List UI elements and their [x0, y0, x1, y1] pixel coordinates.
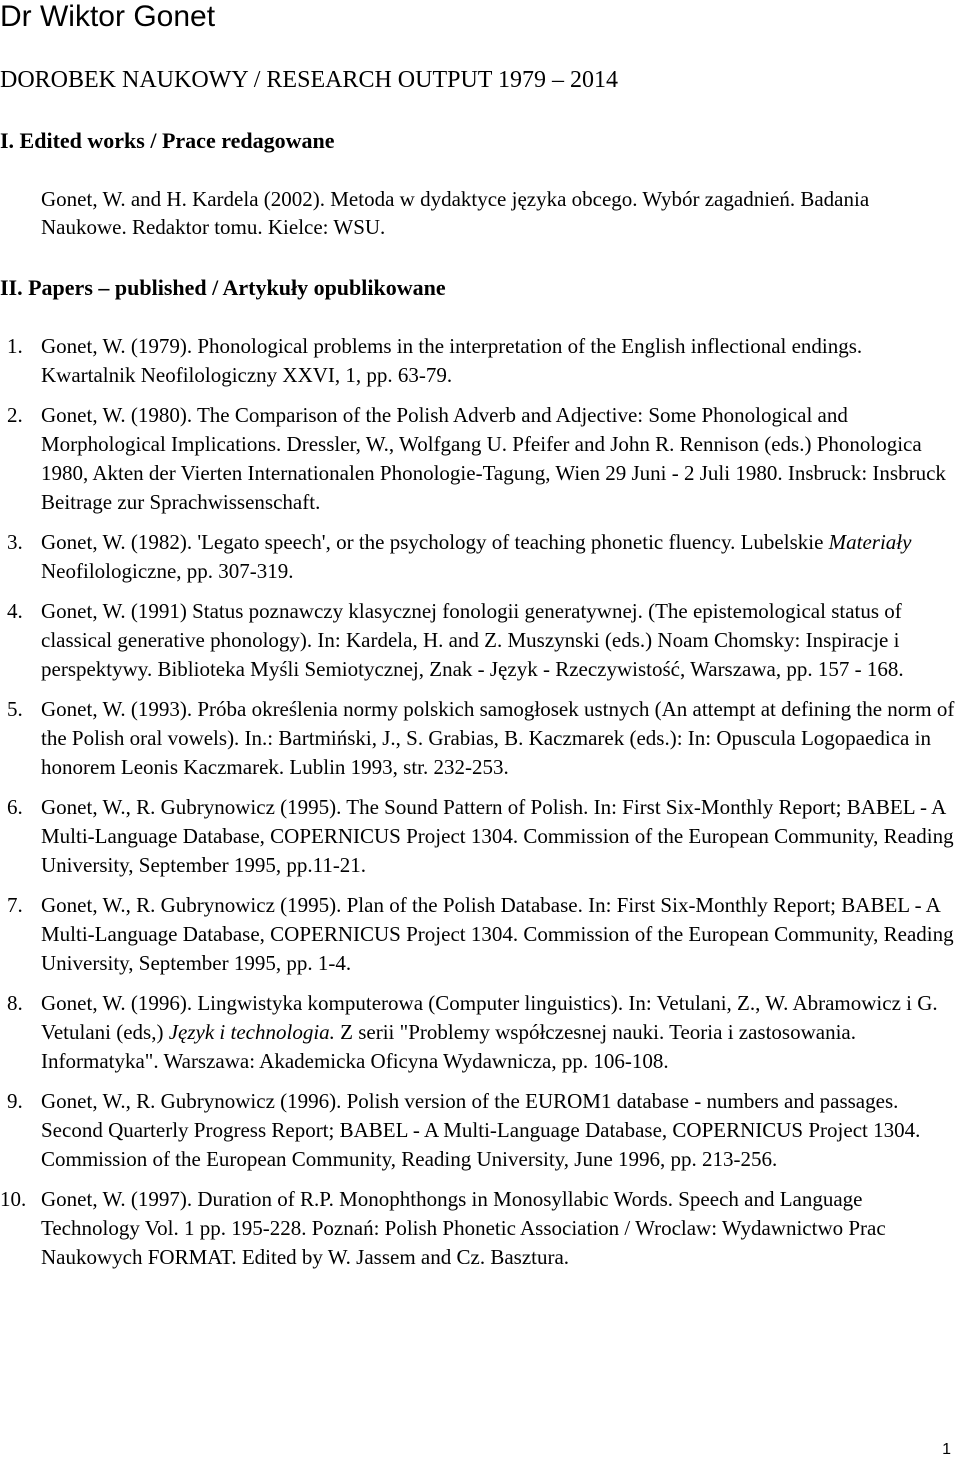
publication-item [0, 332, 958, 390]
publication-text: Gonet, W. (1997). Duration of R.P. Monophthongs in Monosyllabic Words. Speech and Language Technology Vol. 1 pp. 195-228. Poznań: Polish Phonetic Association / Wroclaw: Wydawnictwo Prac Naukowych FORMAT. Edited by W. Jassem and Cz. Basztura. [41, 1187, 886, 1269]
publication-item [0, 528, 958, 586]
publication-number: 6. [7, 795, 23, 819]
journal-name-italic: Materiały [828, 530, 912, 554]
publication-text: Gonet, W. (1996). Lingwistyka komputerowa (Computer linguistics). In: Vetulani, Z., W. Abramowicz i G. Vetulani (eds,) Język i technologia. Z serii "Problemy współczesnej nauki. Teoria i zastosowania. Informatyka". Warszawa: Akademicka Oficyna Wydawnicza, pp. 106-108. [41, 991, 938, 1073]
page-number: 1 [942, 1441, 951, 1458]
publication-text: Gonet, W. (1980). The Comparison of the Polish Adverb and Adjective: Some Phonological and Morphological Implications. Dressler, W., Wolfgang U. Pfeifer and John R. Rennison (eds.) Phonologica 1980, Akten der Vierten Internationalen Phonologie-Tagung, Wien 29 Juni - 2 Juli 1980. Insbruck: Insbruck Beitrage zur Sprachwissenschaft. [41, 403, 946, 514]
publication-text: Gonet, W., R. Gubrynowicz (1995). The Sound Pattern of Polish. In: First Six-Monthly Report; BABEL - A Multi-Language Database, COPERNICUS Project 1304. Commission of the European Community, Reading University, September 1995, pp.11-21. [41, 795, 954, 877]
publication-text: Gonet, W., R. Gubrynowicz (1995). Plan of the Polish Database. In: First Six-Monthly Report; BABEL - A Multi-Language Database, COPERNICUS Project 1304. Commission of the European Community, Reading University, September 1995, pp. 1-4. [41, 893, 954, 975]
publication-number: 9. [7, 1089, 23, 1113]
section-heading-papers-published: II. Papers – published / Artykuły opublikowane [0, 275, 446, 300]
publication-item [0, 695, 958, 782]
publication-item [0, 989, 958, 1076]
publication-item [0, 401, 958, 517]
publication-text: Gonet, W. (1979). Phonological problems in the interpretation of the English inflectional endings. Kwartalnik Neofilologiczny XXVI, 1, pp. 63-79. [41, 334, 863, 387]
publication-number: 1. [7, 334, 23, 358]
publication-number: 7. [7, 893, 23, 917]
publication-text: Gonet, W., R. Gubrynowicz (1996). Polish version of the EUROM1 database - numbers and passages. Second Quarterly Progress Report; BABEL - A Multi-Language Database, COPERNICUS Project 1304. Commission of the European Community, Reading University, June 1996, pp. 213-256. [41, 1089, 921, 1171]
section-heading-edited-works: I. Edited works / Prace redagowane [0, 128, 335, 153]
publication-item [0, 891, 958, 978]
publication-number: 2. [7, 403, 23, 427]
publication-item [0, 1087, 958, 1174]
publication-number: 8. [7, 991, 23, 1015]
document-title: DOROBEK NAUKOWY / RESEARCH OUTPUT 1979 – 2014 [0, 67, 619, 93]
publication-number: 3. [7, 530, 23, 554]
author-name: Dr Wiktor Gonet [0, 0, 216, 33]
edited-work-entry: Gonet, W. and H. Kardela (2002). Metoda w dydaktyce języka obcego. Wybór zagadnień. Badania Naukowe. Redaktor tomu. Kielce: WSU. [41, 187, 870, 239]
publication-item [0, 1185, 958, 1272]
publication-number: 4. [7, 599, 23, 623]
publication-item [0, 597, 958, 684]
publication-number: 5. [7, 697, 23, 721]
publication-text: Gonet, W. (1991) Status poznawczy klasycznej fonologii generatywnej. (The epistemological status of classical generative phonology). In: Kardela, H. and Z. Muszynski (eds.) Noam Chomsky: Inspiracje i perspektywy. Biblioteka Myśli Semiotycznej, Znak - Język - Rzeczywistość, Warszawa, pp. 157 - 168. [41, 599, 904, 681]
publication-item [0, 793, 958, 880]
publication-list [0, 332, 960, 1283]
publication-number: 10. [0, 1187, 27, 1211]
book-title-italic: Język i technologia. [168, 1020, 335, 1044]
publication-text: Gonet, W. (1993). Próba określenia normy polskich samogłosek ustnych (An attempt at defining the norm of the Polish oral vowels). In.: Bartmiński, J., S. Grabias, B. Kaczmarek (eds.): In: Opuscula Logopaedica in honorem Leonis Kaczmarek. Lublin 1993, str. 232-253. [41, 697, 955, 779]
publication-text: Gonet, W. (1982). 'Legato speech', or the psychology of teaching phonetic fluency. Lubelskie Materiały Neofilologiczne, pp. 307-319. [41, 530, 912, 583]
